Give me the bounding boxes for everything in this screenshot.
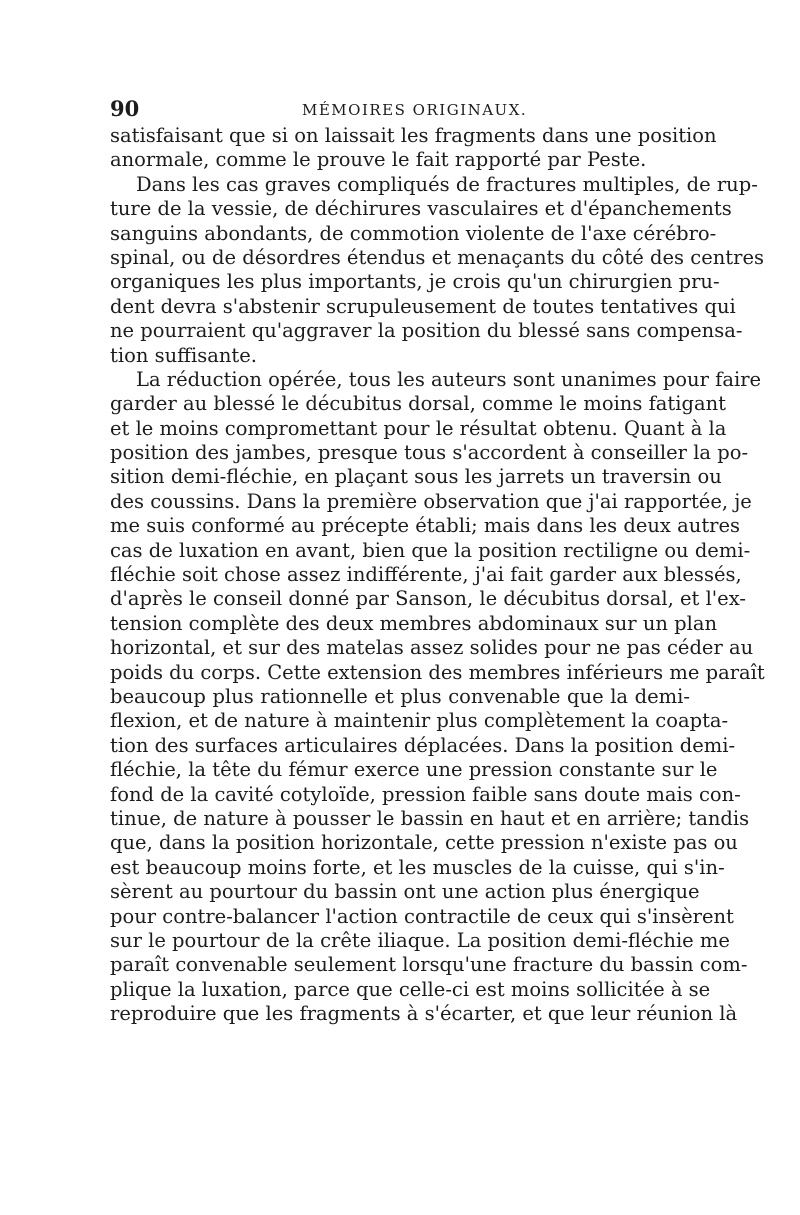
text-line: tinue, de nature à pousser le bassin en haut et en arrière; tandis — [110, 806, 750, 830]
text-line: organiques les plus importants, je crois qu'un chirurgien pru- — [110, 270, 720, 294]
text-line: cas de luxation en avant, bien que la position rectiligne ou demi- — [110, 538, 751, 562]
text-line: spinal, ou de désordres étendus et menaçants du côté des centres — [110, 245, 764, 269]
text-line: sur le pourtour de la crête iliaque. La position demi-fléchie me — [110, 928, 730, 952]
text-line: position des jambes, presque tous s'accordent à conseiller la po- — [110, 441, 749, 465]
text-line: garder au blessé le décubitus dorsal, comme le moins fatigant — [110, 392, 726, 416]
text-line: ture de la vessie, de déchirures vasculaires et d'épanchements — [110, 197, 732, 221]
text-line: beaucoup plus rationnelle et plus convenable que la demi- — [110, 684, 690, 708]
text-line: que, dans la position horizontale, cette pression n'existe pas ou — [110, 831, 738, 855]
text-line: tion des surfaces articulaires déplacées. Dans la position demi- — [110, 733, 736, 757]
text-line: d'après le conseil donné par Sanson, le décubitus dorsal, et l'ex- — [110, 587, 746, 611]
page-header — [110, 96, 690, 124]
running-title: MÉMOIRES ORIGINAUX. — [302, 101, 528, 119]
text-line: est beaucoup moins forte, et les muscles de la cuisse, qui s'in- — [110, 855, 725, 879]
text-line: sèrent au pourtour du bassin ont une action plus énergique — [110, 880, 700, 904]
text-line: reproduire que les fragments à s'écarter, et que leur réunion là — [110, 1002, 738, 1026]
text-line: Dans les cas graves compliqués de fractures multiples, de rup- — [136, 172, 758, 196]
text-line: poids du corps. Cette extension des membres inférieurs me paraît — [110, 660, 765, 684]
text-line: pour contre-balancer l'action contractile de ceux qui s'insèrent — [110, 904, 734, 928]
text-line: et le moins compromettant pour le résultat obtenu. Quant à la — [110, 416, 727, 440]
text-line: fléchie, la tête du fémur exerce une pression constante sur le — [110, 758, 718, 782]
text-line: horizontal, et sur des matelas assez solides pour ne pas céder au — [110, 636, 754, 660]
text-line: tension complète des deux membres abdominaux sur un plan — [110, 611, 718, 635]
text-line: La réduction opérée, tous les auteurs sont unanimes pour faire — [136, 367, 762, 391]
body-text — [110, 124, 765, 1026]
text-line: satisfaisant que si on laissait les fragments dans une position — [110, 124, 717, 147]
text-line: plique la luxation, parce que celle-ci est moins sollicitée à se — [110, 977, 711, 1001]
text-line: me suis conformé au précepte établi; mais dans les deux autres — [110, 514, 741, 538]
text-line: fond de la cavité cotyloïde, pression faible sans doute mais con- — [110, 782, 741, 806]
text-line: tion suffisante. — [110, 343, 257, 367]
text-line: anormale, comme le prouve le fait rapporté par Peste. — [110, 148, 647, 172]
text-line: des coussins. Dans la première observation que j'ai rapportée, je — [110, 489, 752, 513]
text-line: flexion, et de nature à maintenir plus complètement la coapta- — [110, 709, 729, 733]
text-line: sanguins abondants, de commotion violente de l'axe cérébro- — [110, 221, 717, 245]
text-line: sition demi-fléchie, en plaçant sous les jarrets un traversin ou — [110, 465, 722, 489]
page-number: 90 — [110, 96, 140, 121]
text-line: ne pourraient qu'aggraver la position du blessé sans compensa- — [110, 319, 743, 343]
text-line: dent devra s'abstenir scrupuleusement de toutes tentatives qui — [110, 294, 736, 318]
text-line: fléchie soit chose assez indifférente, j'ai fait garder aux blessés, — [110, 563, 742, 587]
text-line: paraît convenable seulement lorsqu'une fracture du bassin com- — [110, 953, 748, 977]
